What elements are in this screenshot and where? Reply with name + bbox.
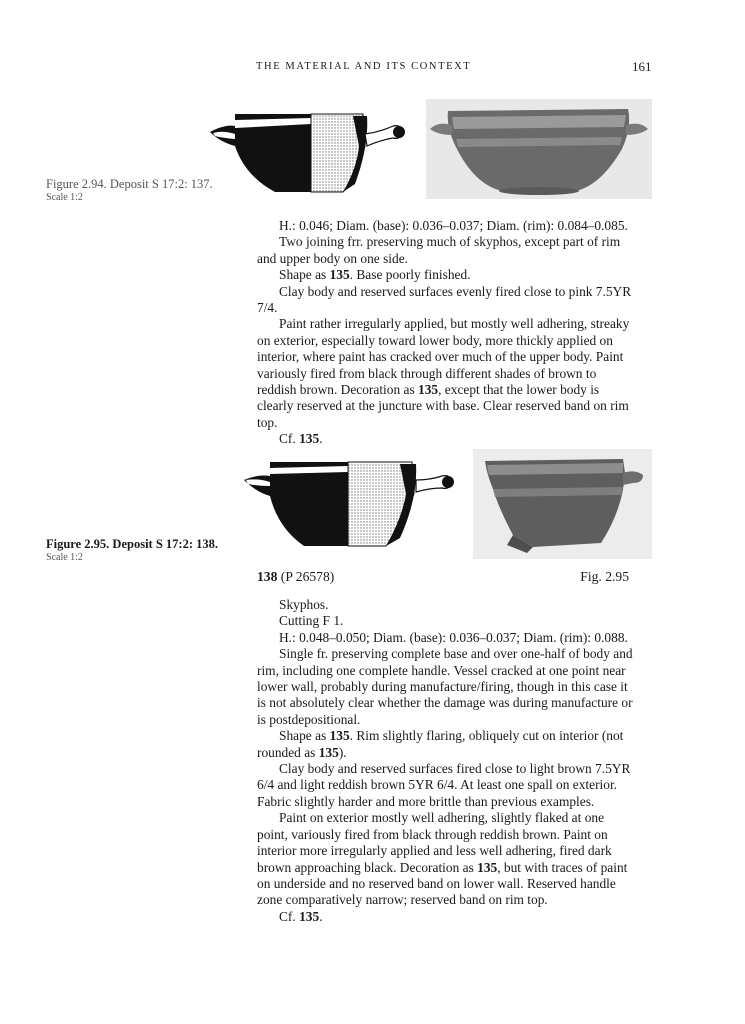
figure-2-94-photo [426,99,652,199]
figure-2-95-profile-drawing [240,458,462,554]
entry-138-paragraph: Paint on exterior mostly well adhering, slightly flaked at one point, variously fired from black through reddish brown. Paint on interior more irregularly applied and less well adhering, fired dark brown approaching black. Decoration as 135, but with traces of paint on underside and no reserved band on lower wall. Reserved handle zone comparatively narrow; reserved band on rim top. [257,810,628,908]
figure-2-94-title: Figure 2.94. Deposit S 17:2: 137. [46,177,213,191]
entry-138-figure-ref: Fig. 2.95 [580,569,629,584]
entry-138-dimensions: H.: 0.048–0.050; Diam. (base): 0.036–0.037; Diam. (rim): 0.088. [279,629,628,645]
entry-138-context: Cutting F 1. [279,613,344,629]
figure-2-95-photo [473,449,652,559]
entry-138-paragraph: Shape as 135. Rim slightly flaring, obliquely cut on interior (not rounded as 135). [257,728,624,760]
entry-138-inventory: (P 26578) [277,569,335,584]
figure-2-95-title: Figure 2.95. Deposit S 17:2: 138. [46,537,218,551]
entry-137-paragraph: Paint rather irregularly applied, but mostly well adhering, streaky on exterior, especially toward lower body, more thickly applied on interior, where paint has cracked over much of the upper body. Paint variously fired from black through different shades of brown to reddish brown. Decoration as 135, except that the lower body is clearly reserved at the juncture with base. Clear reserved band on rim top. [257,316,630,430]
entry-137-dimensions: H.: 0.046; Diam. (base): 0.036–0.037; Diam. (rim): 0.084–0.085. [279,218,628,233]
figure-2-94-caption [46,177,213,205]
entry-138-cf: Cf. 135. [279,908,323,924]
entry-138-description [257,597,635,925]
entry-138-type: Skyphos. [279,597,329,612]
entry-138-heading [257,569,635,585]
entry-137-paragraph: Clay body and reserved surfaces evenly fired close to pink 7.5YR 7/4. [257,283,632,316]
page-number: 161 [632,59,652,74]
figure-2-95-caption [46,537,218,565]
entry-138-paragraph: Single fr. preserving complete base and over one-half of body and rim, including one complete handle. Vessel cracked at one point near lower wall, probably during manufacture/firing, though in this case it is not absolutely clear whether the damage was during manufacture or is postdepositional. [257,646,633,727]
running-head: THE MATERIAL AND ITS CONTEXT [256,61,472,72]
figure-2-95-scale: Scale 1:2 [46,552,83,563]
entry-137-cf: Cf. 135. [279,431,323,447]
entry-137-description [257,218,635,448]
entry-138-paragraph: Clay body and reserved surfaces fired close to light brown 7.5YR 6/4 and light reddish brown 5YR 6/4. At least one spall on exterior. Fabric slightly harder and more brittle than previous examples. [257,761,631,809]
entry-137-paragraph: Shape as 135. Base poorly finished. [279,267,471,283]
figure-2-94-profile-drawing [205,106,417,198]
entry-138-number: 138 [257,569,278,584]
figure-2-94-scale: Scale 1:2 [46,192,83,203]
entry-137-paragraph: Two joining frr. preserving much of skyphos, except part of rim and upper body on one side. [257,234,621,266]
